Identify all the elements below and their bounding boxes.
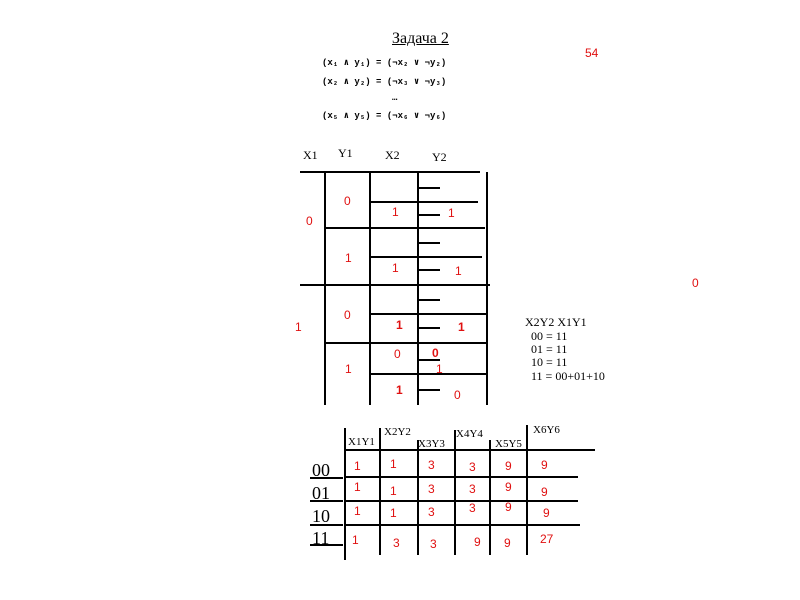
tree-y1-value: 1 — [345, 362, 352, 376]
table-cell: 3 — [469, 501, 476, 515]
tree-y2-value: 0 — [454, 388, 461, 402]
table-cell: 9 — [541, 485, 548, 499]
tree-header-y1: Y1 — [338, 146, 353, 160]
table-col-header: X6Y6 — [533, 424, 560, 436]
mapping-row: 11 = 00+01+10 — [531, 369, 605, 383]
tree-x2-value: 1 — [392, 261, 399, 275]
tree-y1-value: 0 — [344, 308, 351, 322]
tree-y2-value: 1 — [458, 320, 465, 334]
mapping-row: 00 = 11 — [531, 329, 568, 343]
tree-x1-value: 1 — [295, 320, 302, 334]
table-cell: 3 — [393, 536, 400, 550]
table-cell: 9 — [474, 535, 481, 549]
table-cell: 9 — [505, 480, 512, 494]
table-row-header: 00 — [312, 460, 330, 480]
table-cell: 3 — [428, 458, 435, 472]
equation-2: (x₂ ∧ y₂) = (¬x₃ ∨ ¬y₃) — [322, 77, 447, 87]
mapping-row: 10 = 11 — [531, 355, 568, 369]
tree-x2-value: 1 — [396, 383, 403, 397]
table-row-header: 11 — [312, 528, 330, 548]
tree-x2-value: 1 — [392, 205, 399, 219]
side-note-zero: 0 — [692, 276, 699, 290]
table-col-header: X1Y1 — [348, 436, 375, 448]
table-cell: 3 — [428, 505, 435, 519]
tree-y1-value: 1 — [345, 251, 352, 265]
page-title: Задача 2 — [392, 30, 449, 47]
table-row-header: 10 — [312, 506, 330, 526]
tree-x1-value: 0 — [306, 214, 313, 228]
tree-x2-value: 1 — [396, 318, 403, 332]
table-cell: 9 — [505, 459, 512, 473]
tree-y2-value: 0 — [432, 346, 439, 360]
table-col-header: X5Y5 — [495, 438, 522, 450]
tree-y2-value: 1 — [455, 264, 462, 278]
table-col-header: X2Y2 — [384, 426, 411, 438]
tree-x2-value: 0 — [394, 347, 401, 361]
table-cell: 1 — [390, 506, 397, 520]
table-cell: 9 — [505, 500, 512, 514]
table-cell: 9 — [541, 458, 548, 472]
equation-last: (x₅ ∧ y₅) = (¬x₆ ∨ ¬y₆) — [322, 111, 447, 121]
table-col-header: X4Y4 — [456, 428, 483, 440]
table-cell: 3 — [430, 537, 437, 551]
mapping-header: X2Y2 X1Y1 — [525, 315, 587, 329]
answer-number: 54 — [585, 46, 599, 60]
table-cell: 1 — [390, 484, 397, 498]
table-cell: 1 — [354, 504, 361, 518]
mapping-row: 01 = 11 — [531, 342, 568, 356]
tree-y2-value: 1 — [436, 362, 443, 376]
tree-y2-value: 1 — [448, 206, 455, 220]
table-cell: 3 — [428, 482, 435, 496]
tree-header-y2: Y2 — [432, 150, 447, 164]
table-cell: 27 — [540, 532, 554, 546]
table-cell: 3 — [469, 460, 476, 474]
table-cell: 1 — [354, 459, 361, 473]
equation-ellipsis: … — [392, 93, 398, 103]
tree-y1-value: 0 — [344, 194, 351, 208]
equation-1: (x₁ ∧ y₁) = (¬x₂ ∨ ¬y₂) — [322, 58, 447, 68]
table-row-header: 01 — [312, 483, 330, 503]
table-cell: 1 — [390, 457, 397, 471]
tree-header-x2: X2 — [385, 148, 400, 162]
table-cell: 9 — [504, 536, 511, 550]
table-cell: 3 — [469, 482, 476, 496]
table-cell: 9 — [543, 506, 550, 520]
table-col-header: X3Y3 — [418, 438, 445, 450]
table-cell: 1 — [352, 533, 359, 547]
tree-header-x1: X1 — [303, 148, 318, 162]
table-cell: 1 — [354, 480, 361, 494]
